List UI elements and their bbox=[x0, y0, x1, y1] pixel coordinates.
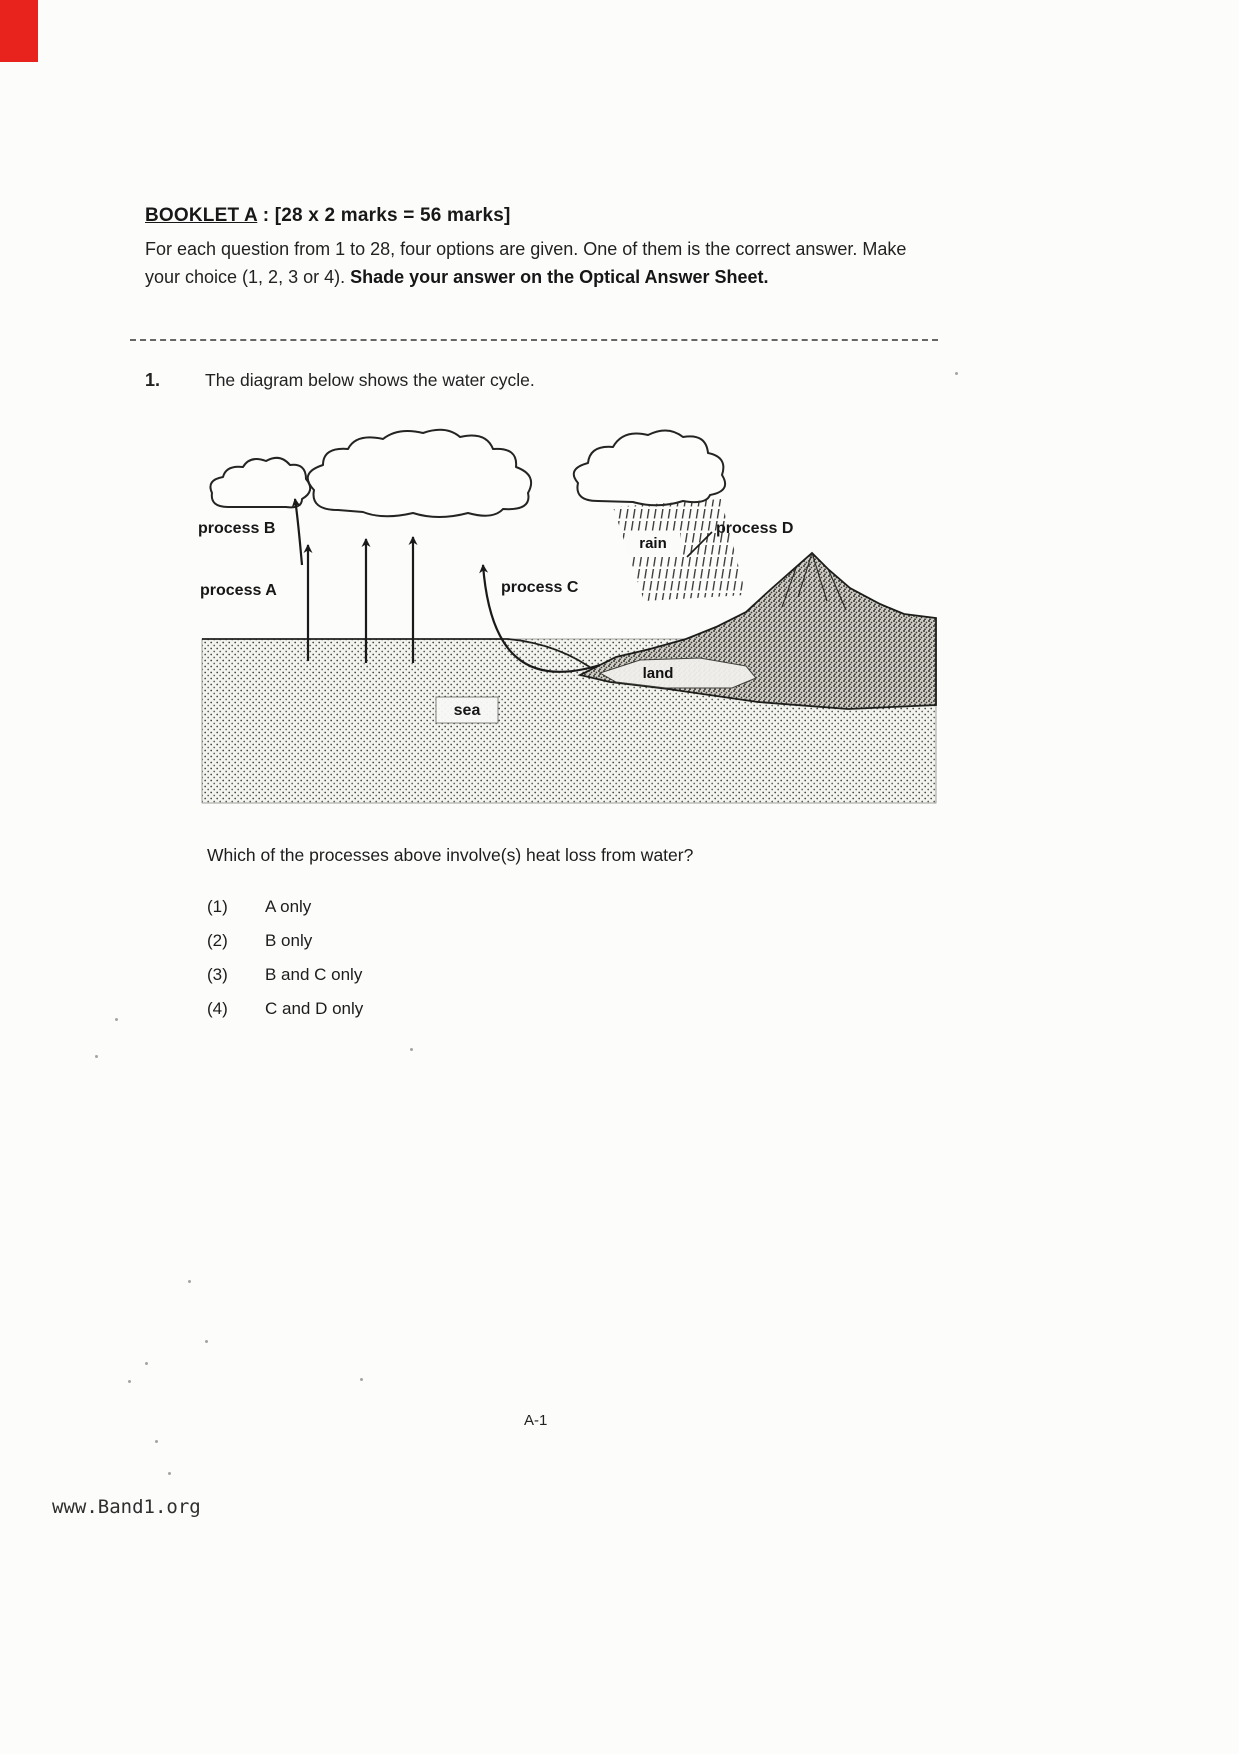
water-cycle-svg bbox=[198, 425, 940, 807]
scan-red-corner-mark bbox=[0, 0, 38, 62]
scan-speck bbox=[410, 1048, 413, 1051]
option-2 bbox=[207, 931, 363, 952]
process-a-label: process A bbox=[200, 582, 277, 599]
scan-speck bbox=[128, 1380, 131, 1383]
sea-label: sea bbox=[453, 702, 481, 719]
question-intro: The diagram below shows the water cycle. bbox=[205, 370, 535, 390]
scan-speck bbox=[168, 1472, 171, 1475]
scan-speck bbox=[955, 372, 958, 375]
process-c-label: process C bbox=[501, 579, 579, 596]
rain-label: rain bbox=[639, 535, 667, 552]
option-3 bbox=[207, 965, 363, 986]
question-number: 1. bbox=[145, 370, 161, 390]
question-prompt: Which of the processes above involve(s) heat loss from water? bbox=[207, 845, 694, 865]
dashed-separator bbox=[130, 339, 938, 341]
scan-speck bbox=[95, 1055, 98, 1058]
option-4-text: C and D only bbox=[265, 999, 364, 1018]
scan-speck bbox=[145, 1362, 148, 1365]
process-d-label: process D bbox=[716, 520, 794, 537]
process-b-label: process B bbox=[198, 520, 276, 537]
scan-speck bbox=[115, 1018, 118, 1021]
option-2-label: (2) bbox=[207, 931, 228, 950]
scan-speck bbox=[205, 1340, 208, 1343]
page-number: A-1 bbox=[524, 1412, 548, 1429]
scan-speck bbox=[360, 1378, 363, 1381]
instructions-text: For each question from 1 to 28, four options are given. One of them is the correct answer. Make your choice (1, 2, 3 or 4). bbox=[145, 239, 907, 288]
process-b-arrow bbox=[295, 499, 302, 565]
water-cycle-diagram bbox=[198, 425, 940, 807]
cloud-right bbox=[574, 430, 725, 505]
cloud-middle bbox=[308, 430, 531, 517]
land-area bbox=[580, 553, 936, 709]
option-4 bbox=[207, 999, 363, 1020]
answer-options bbox=[207, 897, 363, 1033]
booklet-title-line bbox=[145, 205, 920, 227]
option-1-label: (1) bbox=[207, 897, 228, 916]
option-3-label: (3) bbox=[207, 965, 228, 984]
booklet-title: BOOKLET A bbox=[145, 205, 258, 226]
watermark-url: www.Band1.org bbox=[52, 1496, 201, 1518]
option-2-text: B only bbox=[265, 931, 313, 950]
option-1-text: A only bbox=[265, 897, 312, 916]
option-4-label: (4) bbox=[207, 999, 228, 1018]
land-label: land bbox=[642, 665, 674, 682]
instructions-bold-text: Shade your answer on the Optical Answer Sheet. bbox=[350, 267, 769, 288]
booklet-instructions bbox=[145, 235, 920, 291]
booklet-marks: : [28 x 2 marks = 56 marks] bbox=[257, 205, 511, 226]
option-3-text: B and C only bbox=[265, 965, 363, 984]
scan-speck bbox=[155, 1440, 158, 1443]
scan-speck bbox=[188, 1280, 191, 1283]
option-1 bbox=[207, 897, 363, 918]
booklet-header bbox=[145, 205, 920, 291]
